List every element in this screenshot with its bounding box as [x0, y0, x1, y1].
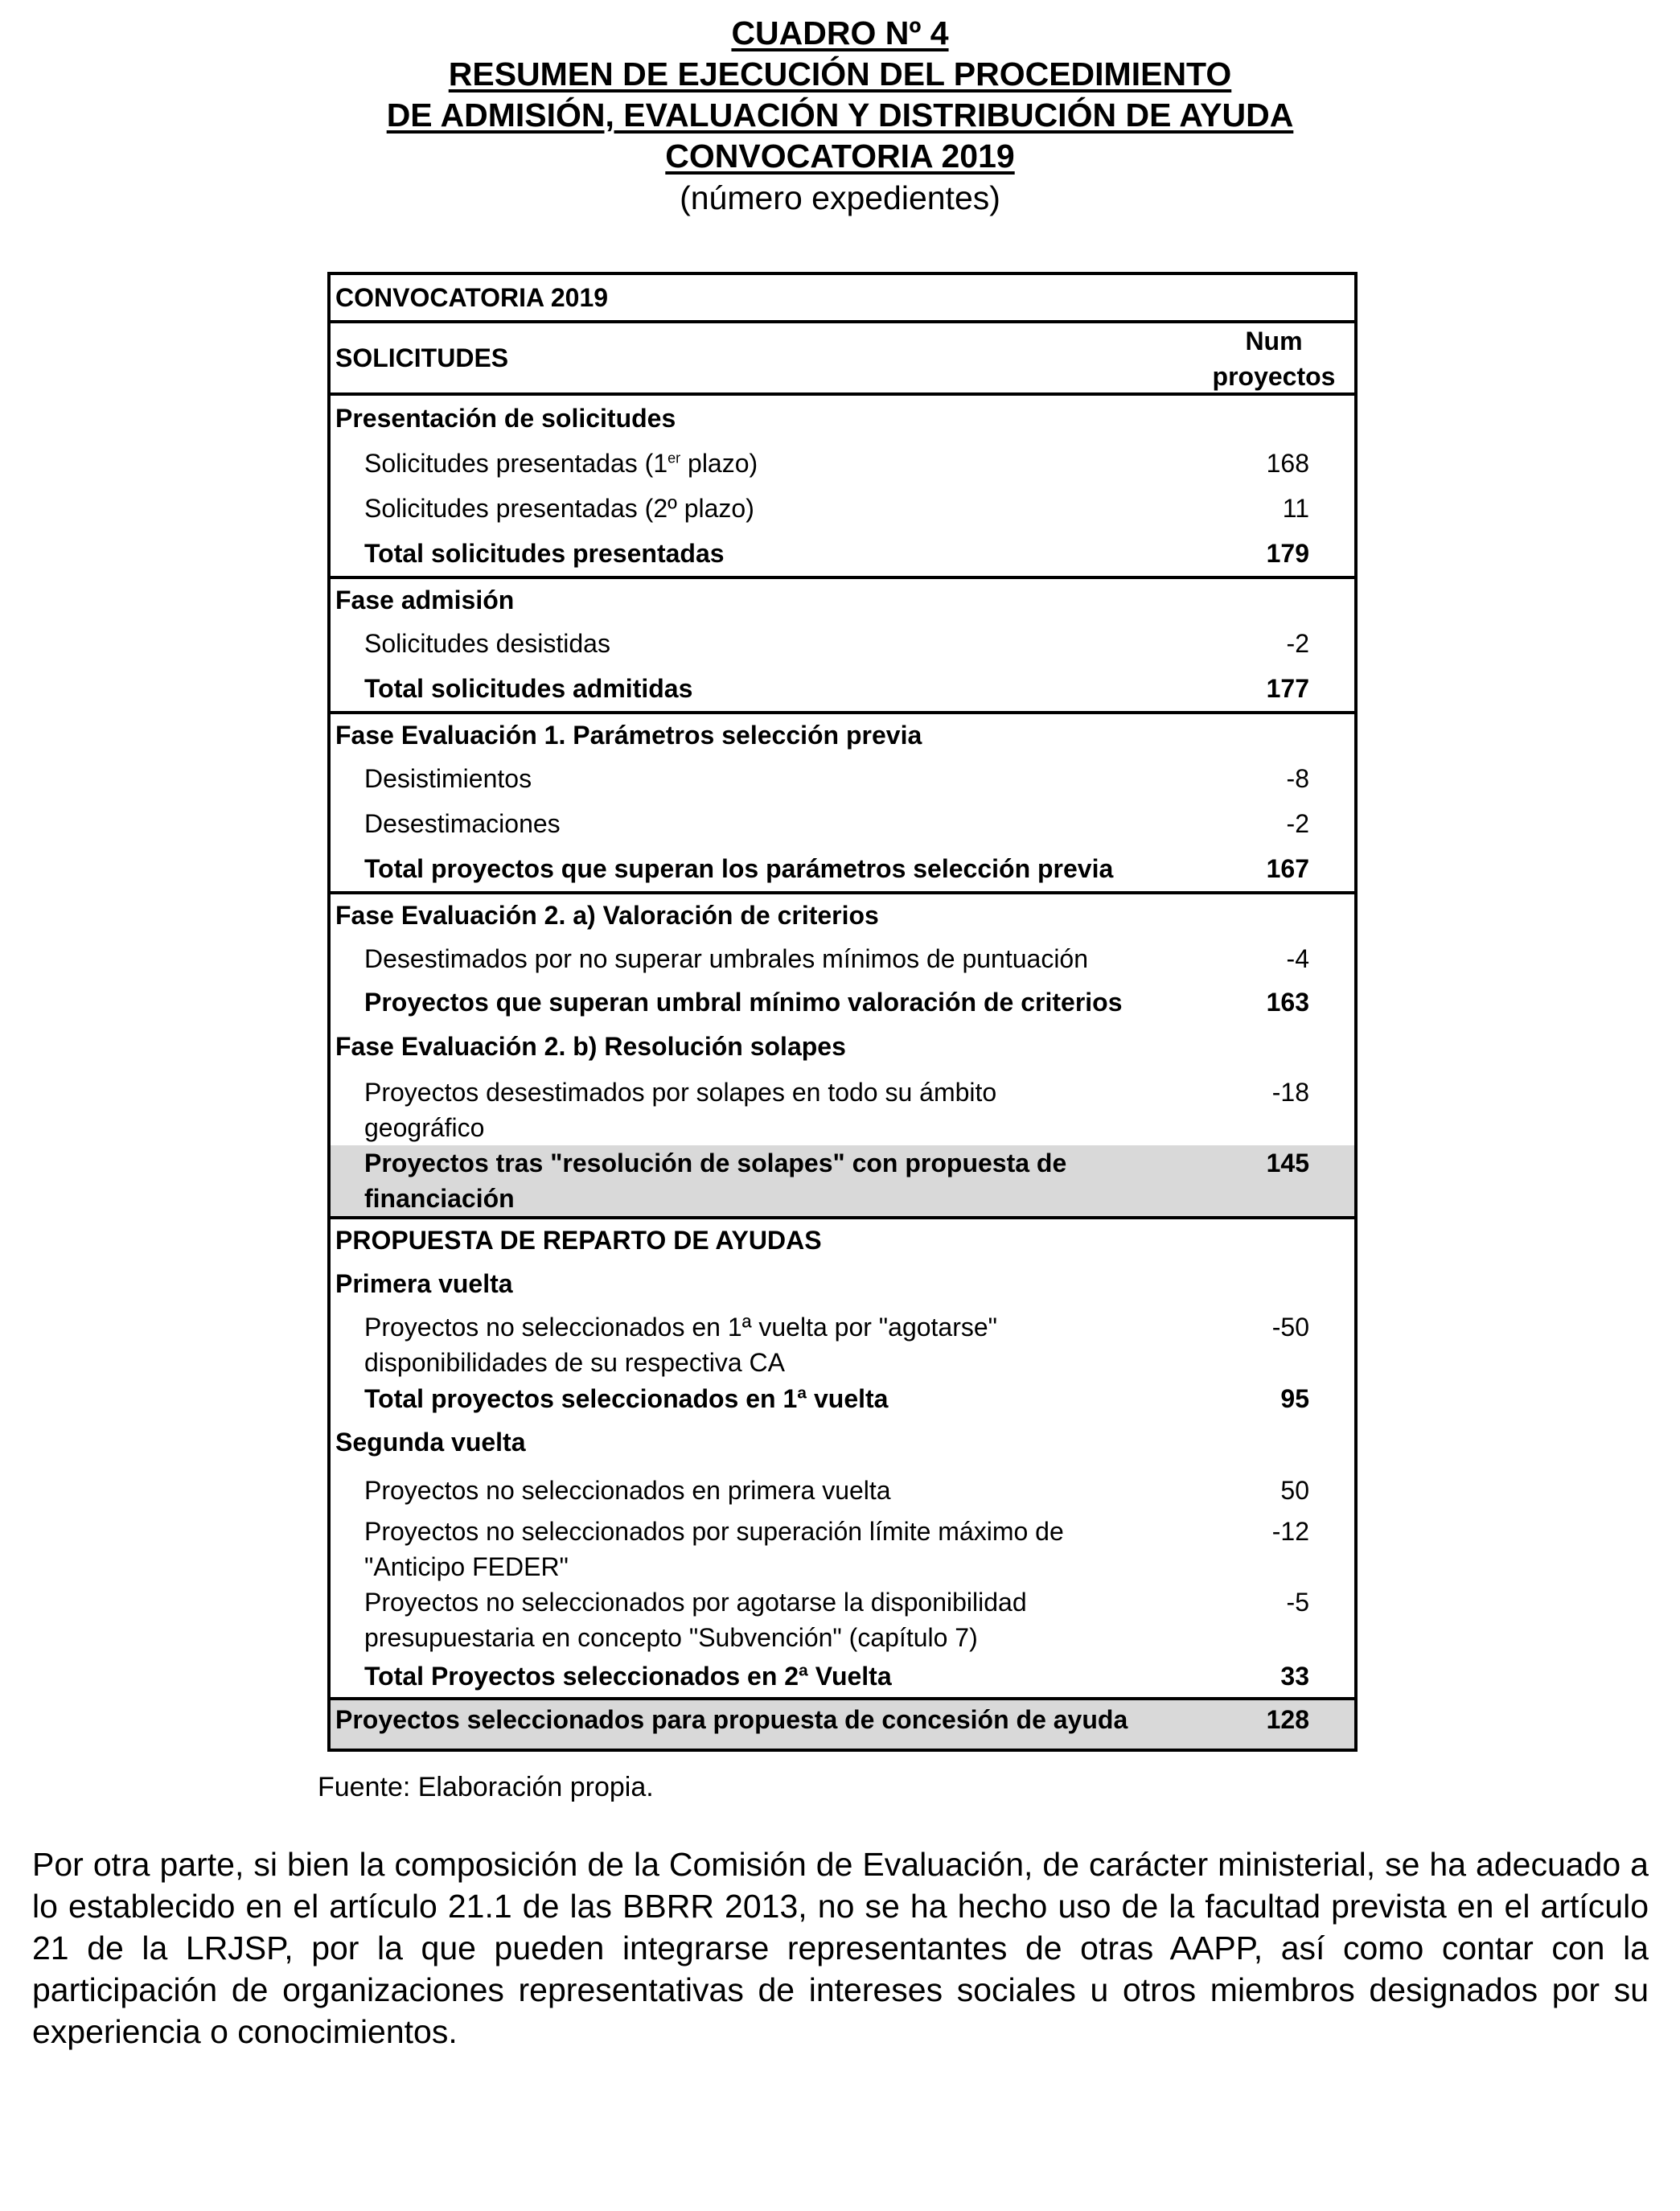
column-header-row	[331, 320, 1354, 392]
row-value: -5	[1286, 1588, 1309, 1617]
summary-table	[327, 272, 1358, 1752]
row-value: 33	[1280, 1662, 1309, 1691]
table-row	[331, 1467, 1354, 1514]
row-value: -18	[1271, 1078, 1309, 1107]
row-label: Solicitudes presentadas (2º plazo)	[364, 494, 754, 523]
superscript: er	[667, 450, 681, 466]
column-header-label	[331, 323, 1193, 392]
table-row	[331, 621, 1354, 666]
row-label: Proyectos desestimados por solapes en todo su ámbito geográfico	[364, 1078, 997, 1142]
row-label: Proyectos no seleccionados en 1ª vuelta por "agotarse" disponibilidades de su respectiva CA	[364, 1313, 998, 1377]
table-row	[331, 801, 1354, 846]
row-value: -50	[1271, 1313, 1309, 1342]
row-value: 179	[1266, 539, 1309, 568]
row-label: Total Proyectos seleccionados en 2ª Vuelta	[364, 1662, 892, 1691]
row-value: 145	[1266, 1149, 1309, 1177]
row-value: 163	[1266, 988, 1309, 1017]
column-header-value-line2: proyectos	[1212, 362, 1336, 391]
subsection-heading-text: Primera vuelta	[335, 1269, 513, 1298]
subsection-heading	[331, 1261, 1354, 1306]
row-label: Proyectos que superan umbral mínimo valoración de criterios	[364, 988, 1123, 1017]
row-label: Total proyectos seleccionados en 1ª vuelta	[364, 1384, 889, 1413]
section-heading	[331, 579, 1354, 621]
row-label: Proyectos seleccionados para propuesta de concesión de ayuda	[335, 1705, 1128, 1734]
row-value: 177	[1266, 674, 1309, 703]
row-value: 11	[1282, 494, 1309, 523]
row-value: 167	[1266, 854, 1309, 883]
subsection-heading-text: Segunda vuelta	[335, 1428, 526, 1457]
section-heading	[331, 894, 1354, 936]
row-value: 95	[1280, 1384, 1309, 1413]
table-row	[331, 441, 1354, 486]
row-label: Total solicitudes admitidas	[364, 674, 693, 703]
table-row	[331, 756, 1354, 801]
table-subtitle: (número expedientes)	[680, 179, 1000, 216]
total-row-highlighted	[331, 1145, 1354, 1216]
table-row	[331, 1514, 1354, 1584]
section-propuesta	[331, 1216, 1354, 1697]
row-value: 50	[1280, 1476, 1309, 1505]
total-row	[331, 531, 1354, 576]
section-evaluacion-1	[331, 711, 1354, 891]
row-label: Proyectos no seleccionados por superación límite máximo de "Anticipo FEDER"	[364, 1517, 1064, 1581]
table-title-line-1: RESUMEN DE EJECUCIÓN DEL PROCEDIMIENTO	[448, 55, 1232, 92]
table-title-line-2: DE ADMISIÓN, EVALUACIÓN Y DISTRIBUCIÓN DE AYUDA	[386, 97, 1294, 134]
total-row	[331, 846, 1354, 891]
row-label: Solicitudes desistidas	[364, 629, 610, 658]
row-label: Total solicitudes presentadas	[364, 539, 725, 568]
row-label: Proyectos no seleccionados por agotarse la disponibilidad presupuestaria en concepto "Subvención" (capítulo 7)	[364, 1588, 1027, 1652]
table-row	[331, 1584, 1354, 1655]
row-value: -12	[1271, 1517, 1309, 1546]
row-value: 168	[1266, 449, 1309, 478]
table-row	[331, 1070, 1354, 1145]
grand-total-row	[331, 1697, 1354, 1749]
total-row	[331, 981, 1354, 1023]
row-label: Solicitudes presentadas (1er plazo)	[364, 449, 758, 478]
column-header-value-line1: Num	[1245, 327, 1303, 355]
row-value: -4	[1286, 944, 1309, 973]
column-header-value	[1193, 323, 1354, 394]
total-row	[331, 1380, 1354, 1417]
section-heading-text: Fase Evaluación 2. b) Resolución solapes	[335, 1032, 846, 1061]
row-label: Desestimaciones	[364, 809, 561, 838]
section-evaluacion-2	[331, 891, 1354, 1216]
table-row	[331, 486, 1354, 531]
subsection-heading	[331, 1417, 1354, 1467]
table-caption	[331, 275, 1354, 320]
section-heading	[331, 396, 1354, 441]
section-heading	[331, 714, 1354, 756]
section-heading-text: PROPUESTA DE REPARTO DE AYUDAS	[335, 1226, 822, 1255]
section-heading-text: Fase Evaluación 1. Parámetros selección previa	[335, 721, 922, 750]
table-title-line-3: CONVOCATORIA 2019	[665, 138, 1015, 175]
total-row	[331, 1655, 1354, 1697]
total-row	[331, 666, 1354, 711]
section-heading	[331, 1023, 1354, 1070]
table-number-title: CUADRO Nº 4	[731, 14, 949, 51]
row-label: Desistimientos	[364, 764, 532, 793]
row-value: -8	[1286, 764, 1309, 793]
source-note: Fuente: Elaboración propia.	[318, 1772, 654, 1802]
table-row	[331, 936, 1354, 981]
section-heading	[331, 1219, 1354, 1261]
section-admision	[331, 576, 1354, 711]
row-value: -2	[1286, 629, 1309, 658]
row-value: 128	[1266, 1705, 1309, 1734]
section-heading-text: Fase Evaluación 2. a) Valoración de criterios	[335, 901, 879, 930]
column-header-label-text: SOLICITUDES	[335, 343, 509, 372]
caption-text: CONVOCATORIA 2019	[335, 283, 609, 312]
row-label: Total proyectos que superan los parámetros selección previa	[364, 854, 1114, 883]
row-label: Desestimados por no superar umbrales mínimos de puntuación	[364, 944, 1089, 973]
row-value: -2	[1286, 809, 1309, 838]
section-presentacion	[331, 392, 1354, 576]
section-heading-text: Fase admisión	[335, 586, 515, 614]
row-label: Proyectos tras "resolución de solapes" con propuesta de financiación	[364, 1149, 1067, 1213]
table-row	[331, 1306, 1354, 1380]
row-label: Proyectos no seleccionados en primera vuelta	[364, 1476, 891, 1505]
body-paragraph: Por otra parte, si bien la composición de la Comisión de Evaluación, de carácter ministerial, se ha adecuado a lo establecido en el artículo 21.1 de las BBRR 2013, no se ha hecho uso de la facultad prevista en el artículo 21 de la LRJSP, por la que pueden integrarse representantes de otras AAPP, así como contar con la participación de organizaciones representativas de intereses sociales u otros miembros designados por su experiencia o conocimientos.	[32, 1846, 1649, 2050]
section-heading-text: Presentación de solicitudes	[335, 404, 676, 433]
document-header	[0, 13, 1680, 219]
